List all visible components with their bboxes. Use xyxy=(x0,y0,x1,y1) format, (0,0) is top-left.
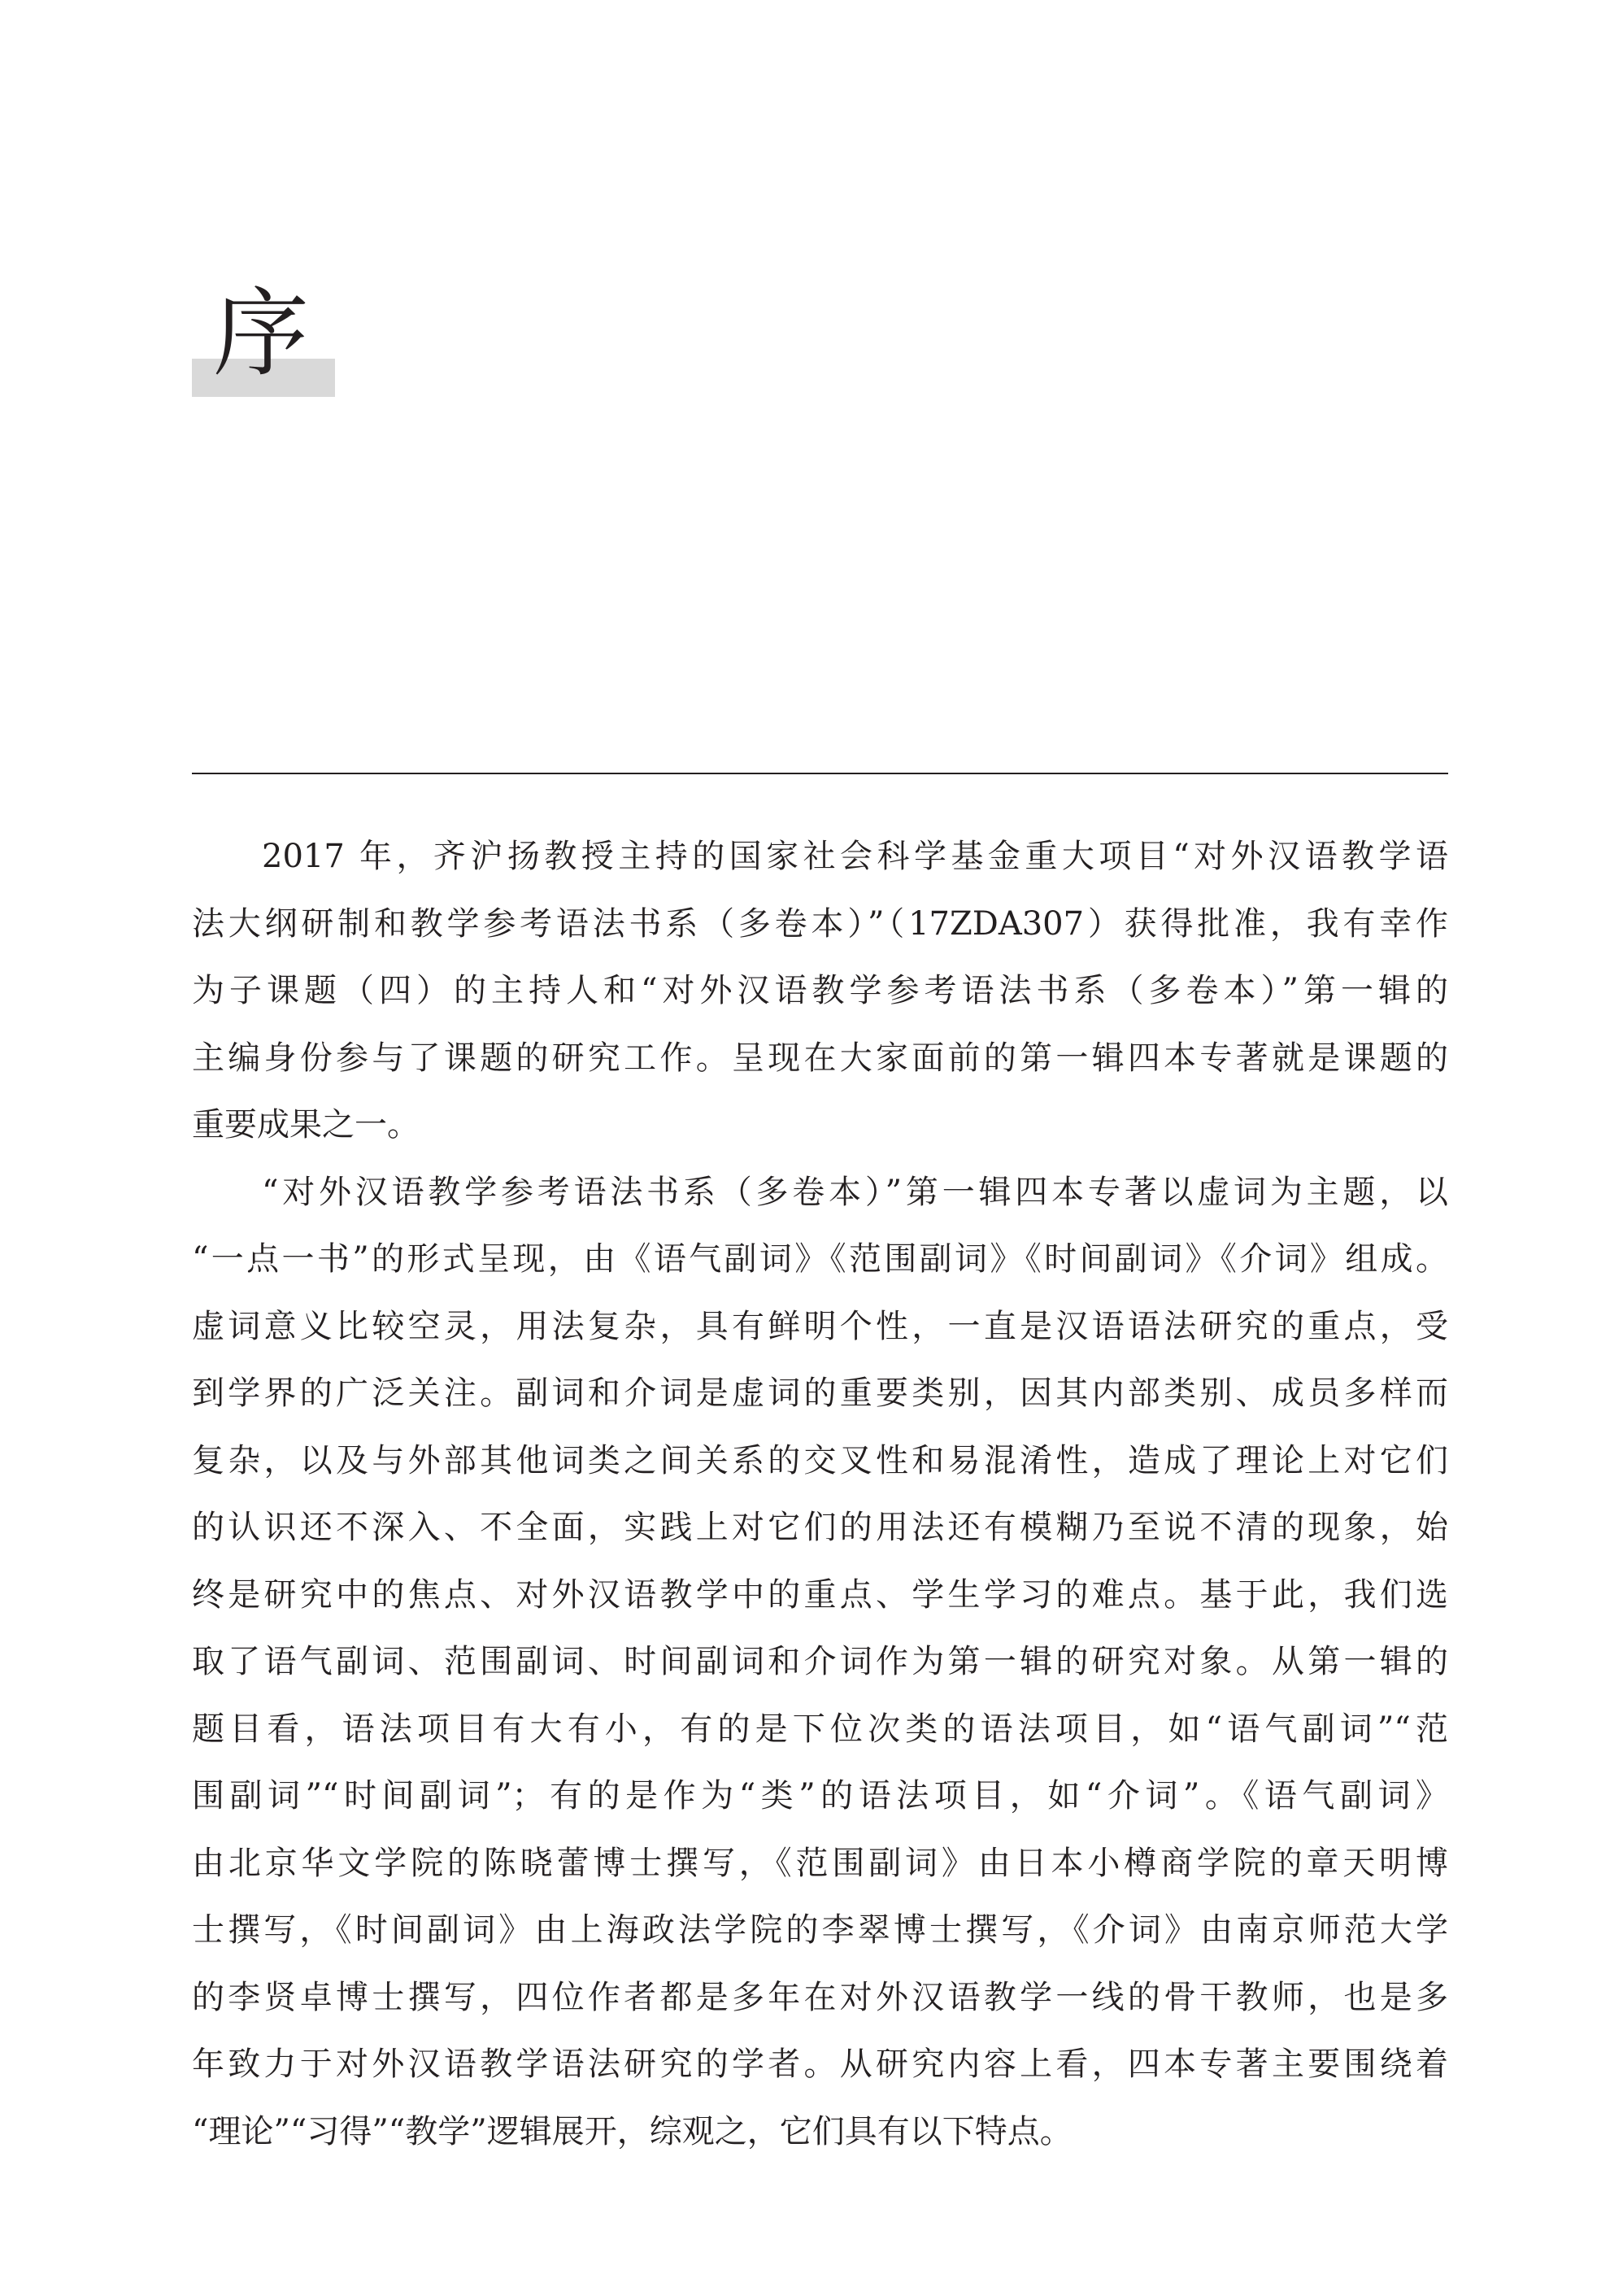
page-title: 序 xyxy=(213,277,310,390)
paragraph-line: 为子课题（四）的主持人和“对外汉语教学参考语法书系（多卷本）”第一辑的 xyxy=(192,972,1448,1009)
paragraph-line: 虚词意义比较空灵，用法复杂，具有鲜明个性，一直是汉语语法研究的重点，受 xyxy=(192,1307,1448,1345)
paragraph-line: 终是研究中的焦点、对外汉语教学中的重点、学生学习的难点。基于此，我们选 xyxy=(192,1575,1448,1614)
paragraph-2 xyxy=(192,1159,1448,2166)
paragraph-1 xyxy=(192,823,1448,1159)
paragraph-line: 主编身份参与了课题的研究工作。呈现在大家面前的第一辑四本专著就是课题的 xyxy=(192,1039,1448,1077)
paragraph-line: “对外汉语教学参考语法书系（多卷本）”第一辑四本专著以虚词为主题，以 xyxy=(262,1173,1448,1211)
paragraph-line: 围副词”“时间副词”；有的是作为“类”的语法项目，如“介词”。《语气副词》 xyxy=(192,1777,1448,1815)
paragraph-line: “理论”“习得”“教学”逻辑展开，综观之，它们具有以下特点。 xyxy=(192,2112,1073,2150)
section-divider xyxy=(192,773,1448,774)
paragraph-line: 题目看，语法项目有大有小，有的是下位次类的语法项目，如“语气副词”“范 xyxy=(192,1710,1448,1748)
paragraph-line: 的李贤卓博士撰写，四位作者都是多年在对外汉语教学一线的骨干教师，也是多 xyxy=(192,1978,1448,2016)
paragraph-line: 法大纲研制和教学参考语法书系（多卷本）”（17ZDA307）获得批准，我有幸作 xyxy=(192,904,1448,943)
paragraph-line: 的认识还不深入、不全面，实践上对它们的用法还有模糊乃至说不清的现象，始 xyxy=(192,1509,1448,1546)
paragraph-line: 2017 年，齐沪扬教授主持的国家社会科学基金重大项目“对外汉语教学语 xyxy=(262,838,1448,875)
paragraph-line: 复杂，以及与外部其他词类之间关系的交叉性和易混淆性，造成了理论上对它们 xyxy=(192,1441,1448,1479)
paragraph-line: 重要成果之一。 xyxy=(192,1106,420,1144)
paragraph-line: 士撰写，《时间副词》由上海政法学院的李翠博士撰写，《介词》由南京师范大学 xyxy=(192,1911,1448,1949)
body-text xyxy=(192,823,1448,2165)
paragraph-line: 到学界的广泛关注。副词和介词是虚词的重要类别，因其内部类别、成员多样而 xyxy=(192,1375,1448,1412)
paragraph-line: 取了语气副词、范围副词、时间副词和介词作为第一辑的研究对象。从第一辑的 xyxy=(192,1643,1448,1680)
paragraph-line: “一点一书”的形式呈现，由《语气副词》《范围副词》《时间副词》《介词》组成。 xyxy=(192,1240,1448,1278)
paragraph-line: 年致力于对外汉语教学语法研究的学者。从研究内容上看，四本专著主要围绕着 xyxy=(192,2045,1448,2083)
paragraph-line: 由北京华文学院的陈晓蕾博士撰写，《范围副词》由日本小樽商学院的章天明博 xyxy=(192,1844,1448,1882)
